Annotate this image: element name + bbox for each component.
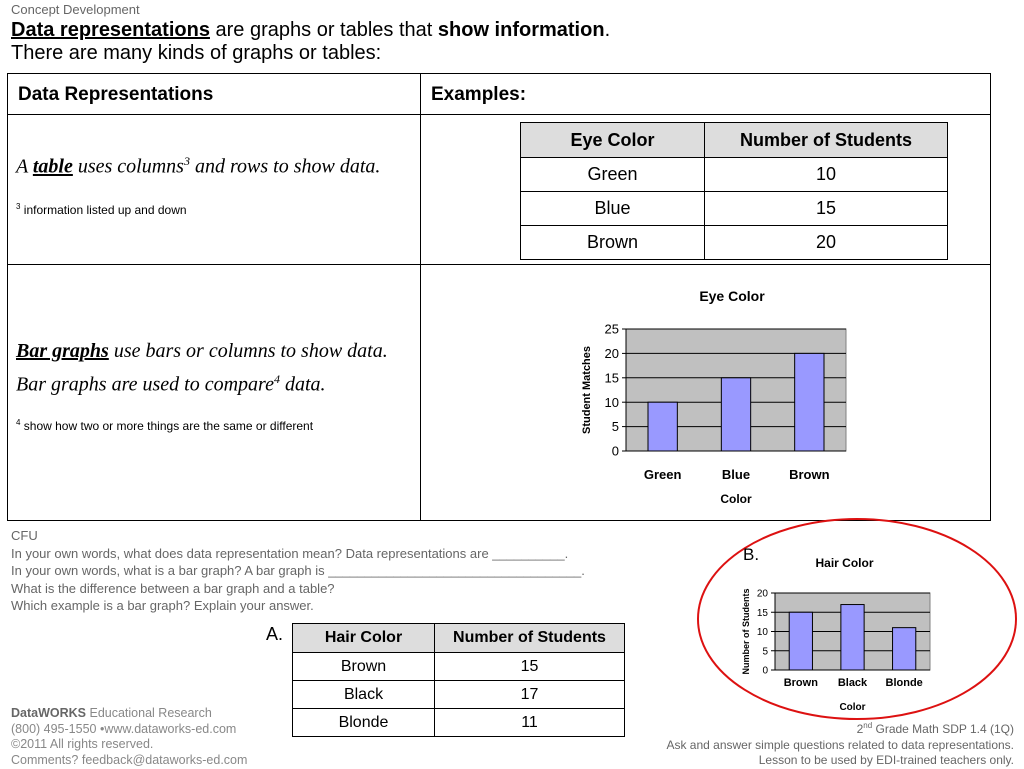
- table-footnote: [16, 202, 187, 217]
- y-axis-label: Student Matches: [581, 345, 593, 435]
- table-footnote-sup: 3: [16, 202, 21, 211]
- hair-table-header: Hair Color: [293, 624, 435, 653]
- y-tick-label: 0: [611, 443, 619, 459]
- y-tick-label: 15: [756, 607, 768, 619]
- eye-color-table: [520, 122, 948, 260]
- table-definition-sup: 3: [183, 154, 190, 168]
- x-category-label: Blonde: [885, 677, 923, 689]
- column-divider: [420, 74, 421, 520]
- chart-title: Eye Color: [699, 288, 765, 304]
- table-cell: 15: [705, 192, 948, 226]
- table-cell: Blue: [521, 192, 705, 226]
- headline-line-1: [11, 19, 610, 42]
- bar-graph-footnote-sup: 4: [16, 418, 21, 427]
- footer-objective: Ask and answer simple questions related to data representations.: [666, 737, 1014, 752]
- y-tick-label: 5: [762, 646, 768, 658]
- bar-graph-definition-sup: 4: [273, 372, 280, 386]
- x-axis-label: Color: [720, 492, 752, 506]
- table-cell: Black: [293, 681, 435, 709]
- x-category-label: Blue: [721, 467, 751, 482]
- table-cell: Green: [521, 158, 705, 192]
- table-cell: Blonde: [293, 709, 435, 737]
- y-axis-label: Number of Students: [741, 588, 751, 675]
- y-tick-label: 10: [756, 627, 768, 638]
- header-divider: [8, 114, 990, 115]
- footer-grade-line: [666, 718, 1014, 738]
- table-row: [521, 226, 948, 260]
- y-tick-label: 5: [611, 419, 619, 435]
- bar: [789, 612, 812, 670]
- table-row: [521, 158, 948, 192]
- row-divider: [8, 264, 990, 265]
- footer-contact: (800) 495-1550 •www.dataworks-ed.com: [11, 721, 237, 736]
- bar: [648, 402, 677, 451]
- grade-number: 2: [856, 722, 864, 736]
- footer-brand-line: [11, 706, 247, 722]
- table-cell: 20: [705, 226, 948, 260]
- eye-table-header: Number of Students: [705, 123, 948, 158]
- bar-graph-definition: [16, 337, 411, 399]
- cfu-section: [11, 527, 585, 615]
- cfu-question-1: In your own words, what does data representation mean? Data representations are __________.: [11, 545, 569, 561]
- cfu-question-2: In your own words, what is a bar graph? A bar graph is ___________________________________.: [11, 563, 585, 578]
- chart-title: Hair Color: [815, 556, 874, 570]
- x-category-label: Green: [643, 467, 682, 482]
- grade-line-rest: Grade Math SDP 1.4 (1Q): [872, 722, 1014, 736]
- table-cell: 10: [705, 158, 948, 192]
- table-row: [293, 653, 625, 681]
- table-cell: 15: [435, 653, 625, 681]
- grade-suffix: nd: [863, 721, 873, 730]
- footer-usage-note: Lesson to be used by EDI-trained teachers only.: [758, 753, 1014, 767]
- y-tick-label: 0: [762, 665, 768, 677]
- hair-table-header: Number of Students: [435, 624, 625, 653]
- brand-rest: Educational Research: [86, 706, 212, 720]
- cfu-question-4: Which example is a bar graph? Explain your answer.: [11, 598, 314, 613]
- eye-color-bar-chart: [570, 282, 870, 512]
- table-cell: 11: [435, 709, 625, 737]
- footer-lesson-info: [666, 718, 1014, 769]
- y-tick-label: 10: [604, 394, 619, 410]
- table-cell: Brown: [521, 226, 705, 260]
- headline-term: Data representations: [11, 19, 210, 41]
- x-category-label: Brown: [783, 677, 818, 689]
- column-header-examples: Examples:: [431, 84, 527, 105]
- bar: [721, 378, 750, 451]
- table-row: [293, 709, 625, 737]
- footer-copyright: ©2011 All rights reserved.: [11, 737, 154, 751]
- y-tick-label: 20: [604, 345, 619, 361]
- section-label: Concept Development: [11, 2, 140, 17]
- option-b-label: B.: [743, 545, 760, 564]
- headline-line-2: There are many kinds of graphs or tables:: [11, 42, 382, 64]
- bar: [841, 605, 864, 670]
- x-category-label: Black: [837, 677, 868, 689]
- table-cell: 17: [435, 681, 625, 709]
- eye-table-header: Eye Color: [521, 123, 705, 158]
- table-definition-pre: A: [16, 155, 33, 178]
- bar: [893, 628, 916, 670]
- table-header-row: [293, 624, 625, 653]
- table-definition-text2: and rows to show data.: [189, 155, 381, 178]
- table-cell: Brown: [293, 653, 435, 681]
- table-row: [521, 192, 948, 226]
- bar-graph-definition-text2: data.: [279, 373, 326, 396]
- column-header-representations: Data Representations: [18, 84, 214, 105]
- bar-graph-footnote: [16, 418, 313, 433]
- footer-publisher: [11, 706, 247, 768]
- headline: [11, 19, 610, 65]
- table-header-row: [521, 123, 948, 158]
- table-row: [293, 681, 625, 709]
- bar-graph-definition-text: use bars or columns to show data. Bar graphs are used to compare: [16, 340, 388, 396]
- y-tick-label: 15: [604, 370, 619, 386]
- brand-name: DataWORKS: [11, 706, 87, 720]
- table-footnote-text: information listed up and down: [20, 203, 187, 217]
- headline-strong: show information: [437, 19, 605, 41]
- bar-graphs-term: Bar graphs: [16, 340, 109, 362]
- headline-mid: are graphs or tables that: [209, 19, 438, 41]
- hair-color-table: [292, 623, 625, 737]
- footer-feedback: Comments? feedback@dataworks-ed.com: [11, 752, 248, 767]
- y-tick-label: 20: [756, 588, 768, 600]
- y-tick-label: 25: [604, 321, 619, 337]
- cfu-question-3: What is the difference between a bar graph and a table?: [11, 580, 335, 596]
- table-definition: [16, 147, 411, 181]
- option-a-label: A.: [266, 624, 284, 644]
- x-category-label: Brown: [789, 467, 830, 482]
- hair-color-bar-chart: [735, 552, 945, 718]
- bar: [795, 353, 824, 451]
- bar-graph-footnote-text: show how two or more things are the same or different: [20, 419, 314, 433]
- cfu-label: CFU: [11, 528, 38, 543]
- table-definition-text: uses columns: [72, 155, 184, 178]
- x-axis-label: Color: [839, 702, 866, 713]
- headline-end: .: [604, 19, 611, 41]
- table-term: table: [32, 155, 73, 178]
